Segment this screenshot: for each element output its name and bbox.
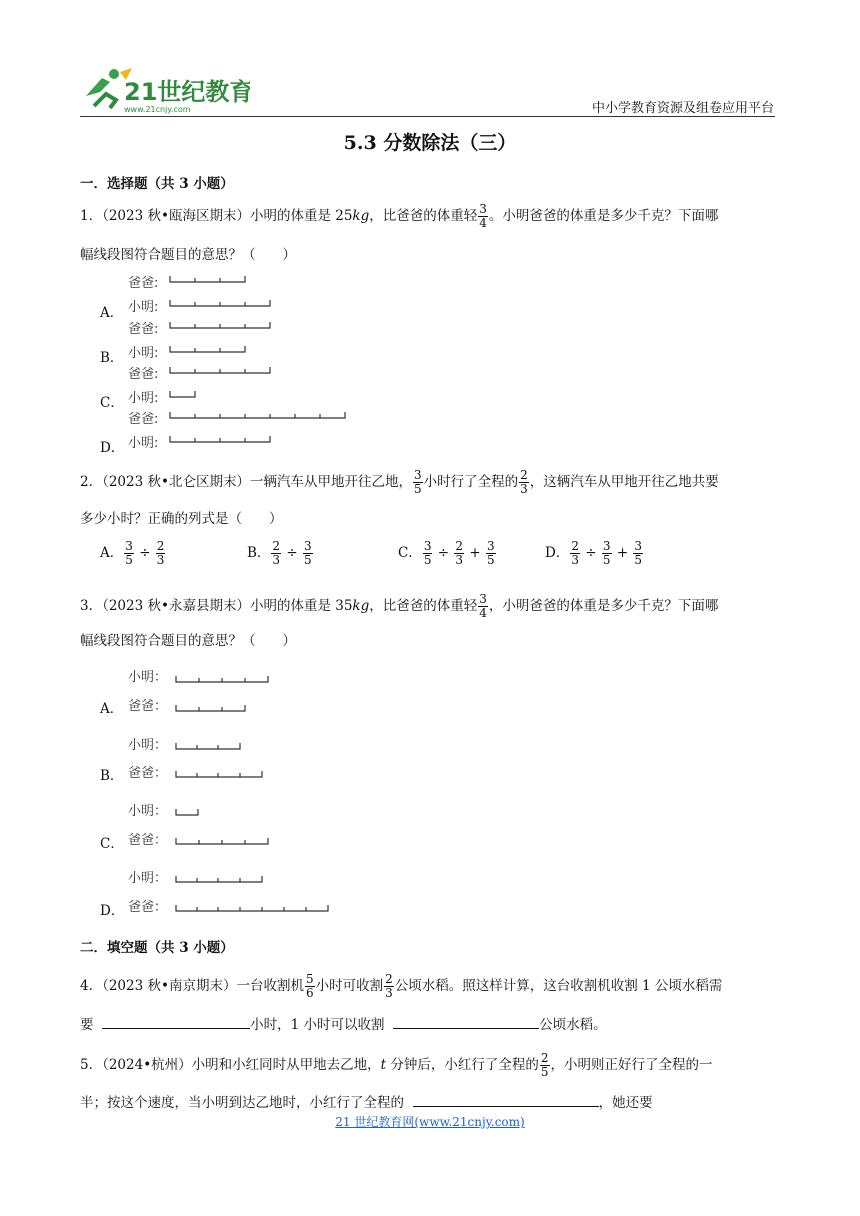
section-title-fill: 二．填空题（共 3 小题） bbox=[80, 940, 234, 956]
q1-a-ming-label: 小明: bbox=[128, 300, 159, 315]
q1-c-dad-bar bbox=[170, 367, 270, 373]
question-2-line1: 2．（2023 秋•北仑区期末）一辆汽车从甲地开往乙地， $\frac{3}{5}$ 小时行了全程的 $\frac{2}{3}$ ，这辆汽车从甲地开往乙地共要 bbox=[80, 468, 719, 496]
q3-a-dad-bar bbox=[176, 705, 245, 711]
q1-text-post: 。小明爸爸的体重是多少千克？下面哪 bbox=[488, 208, 719, 224]
q1-option-b[interactable]: B． bbox=[100, 350, 124, 366]
q3-b-dad-label: 爸爸： bbox=[128, 766, 168, 781]
q1-b-ming-bar bbox=[170, 346, 245, 352]
q3-segment-diagrams bbox=[170, 660, 340, 920]
q1-a-dad-bar bbox=[170, 276, 245, 282]
q1-d-dad-label: 爸爸: bbox=[128, 412, 159, 427]
runner-logo-icon bbox=[80, 66, 250, 114]
section-title-choice: 一．选择题（共 3 小题） bbox=[80, 176, 234, 192]
q1-fraction: $\frac{3}{4}$ bbox=[479, 202, 487, 230]
q1-d-dad-bar bbox=[170, 412, 345, 418]
q2-option-a[interactable]: A． $\frac{3}{5}$ ÷ $\frac{2}{3}$ bbox=[100, 539, 165, 567]
q3-d-dad-label: 爸爸： bbox=[128, 900, 168, 915]
q1-b-dad-label: 爸爸: bbox=[128, 322, 159, 337]
site-logo bbox=[80, 66, 250, 114]
q3-a-dad-label: 爸爸： bbox=[128, 699, 168, 714]
question-3-line1: 3．（2023 秋•永嘉县期末）小明的体重是 35kg，比爸爸的体重轻 $\frac{3}{4}$ ，小明爸爸的体重是多少千克？下面哪 bbox=[80, 592, 719, 620]
q5-fraction: $\frac{2}{5}$ bbox=[540, 1051, 549, 1079]
q2-fraction-2: $\frac{2}{3}$ bbox=[520, 468, 528, 496]
q1-unit: kg bbox=[352, 208, 370, 224]
q1-c-ming-label: 小明: bbox=[128, 391, 159, 406]
q3-b-dad-bar bbox=[176, 771, 262, 777]
q1-option-d[interactable]: D． bbox=[100, 440, 125, 456]
q2-option-c[interactable]: C． $\frac{3}{5}$ ÷ $\frac{2}{3}$ + $\frac{3}{5}$ bbox=[398, 539, 495, 567]
q2-option-d[interactable]: D． $\frac{2}{3}$ ÷ $\frac{3}{5}$ + $\frac{3}{5}$ bbox=[545, 539, 643, 567]
logo-text: 21世纪教育 bbox=[124, 78, 250, 106]
q1-a-dad-label: 爸爸: bbox=[128, 276, 159, 291]
q1-text-mid: ，比爸爸的体重轻 bbox=[369, 208, 478, 224]
question-4-line1: 4．（2023 秋•南京期末）一台收割机 $\frac{5}{6}$ 小时可收割 $\frac{2}{3}$ 公顷水稻。照这样计算，这台收割机收割 1 公顷水稻需 bbox=[80, 972, 723, 1000]
q1-text-pre: 1．（2023 秋•瓯海区期末）小明的体重是 25 bbox=[80, 208, 353, 224]
q3-c-dad-label: 爸爸： bbox=[128, 833, 168, 848]
question-2-line2: 多少小时？正确的列式是（ ） bbox=[80, 511, 283, 527]
q1-d-ming-bar bbox=[170, 436, 270, 442]
q3-option-a[interactable]: A． bbox=[100, 701, 124, 717]
q3-c-ming-label: 小明： bbox=[128, 804, 168, 819]
question-1-line1 bbox=[80, 203, 718, 230]
q2-option-b[interactable]: B． $\frac{2}{3}$ ÷ $\frac{3}{5}$ bbox=[247, 539, 312, 567]
q3-option-b[interactable]: B． bbox=[100, 768, 124, 784]
q1-option-a[interactable]: A． bbox=[100, 305, 124, 321]
q3-d-ming-bar bbox=[176, 876, 262, 882]
page-footer bbox=[0, 1113, 860, 1130]
question-4-line2: 要 小时，1 小时可以收割 公顷水稻。 bbox=[80, 1014, 607, 1035]
q3-option-c[interactable]: C． bbox=[100, 836, 124, 852]
q4-answer-blank-2[interactable] bbox=[393, 1014, 539, 1029]
q3-d-ming-label: 小明： bbox=[128, 871, 168, 886]
q3-fraction: $\frac{3}{4}$ bbox=[479, 592, 487, 620]
page-title: 5.3 分数除法（三） bbox=[343, 132, 517, 154]
footer-link[interactable]: 21 世纪教育网(www.21cnjy.com) bbox=[335, 1115, 525, 1129]
question-1-line2: 幅线段图符合题目的意思？（ ） bbox=[80, 247, 296, 263]
header-divider bbox=[80, 116, 775, 117]
q3-option-d[interactable]: D． bbox=[100, 903, 125, 919]
q3-a-ming-label: 小明： bbox=[128, 670, 168, 685]
q3-d-dad-bar bbox=[176, 905, 328, 911]
q3-c-ming-bar bbox=[176, 809, 198, 815]
q1-segment-diagrams bbox=[160, 270, 360, 450]
question-3-line2: 幅线段图符合题目的意思？（ ） bbox=[80, 633, 296, 649]
q1-c-dad-label: 爸爸: bbox=[128, 367, 159, 382]
q3-c-dad-bar bbox=[176, 838, 268, 844]
q1-c-ming-bar bbox=[170, 391, 195, 397]
q4-fraction-2: $\frac{2}{3}$ bbox=[385, 972, 393, 1000]
q1-b-ming-label: 小明: bbox=[128, 346, 159, 361]
q1-b-dad-bar bbox=[170, 322, 270, 328]
question-5-line1: 5．（2024•杭州）小明和小红同时从甲地去乙地，t 分钟后，小红行了全程的 $\frac{2}{5}$ ，小明则正好行了全程的一 bbox=[80, 1051, 713, 1079]
q3-a-ming-bar bbox=[176, 676, 268, 682]
q4-fraction-1: $\frac{5}{6}$ bbox=[305, 972, 314, 1000]
q5-answer-blank[interactable] bbox=[413, 1092, 599, 1107]
q4-answer-blank-1[interactable] bbox=[102, 1014, 250, 1029]
logo-url: www.21cnjy.com bbox=[124, 105, 191, 114]
q2-fraction-1: $\frac{3}{5}$ bbox=[413, 468, 422, 496]
platform-name: 中小学教育资源及组卷应用平台 bbox=[591, 101, 774, 116]
q3-b-ming-label: 小明： bbox=[128, 738, 168, 753]
q1-option-c[interactable]: C． bbox=[100, 395, 124, 411]
q1-d-ming-label: 小明: bbox=[128, 436, 159, 451]
q3-b-ming-bar bbox=[176, 743, 240, 749]
q1-a-ming-bar bbox=[170, 300, 270, 306]
question-5-line2: 半；按这个速度，当小明到达乙地时，小红行了全程的 ，她还要 bbox=[80, 1092, 653, 1113]
